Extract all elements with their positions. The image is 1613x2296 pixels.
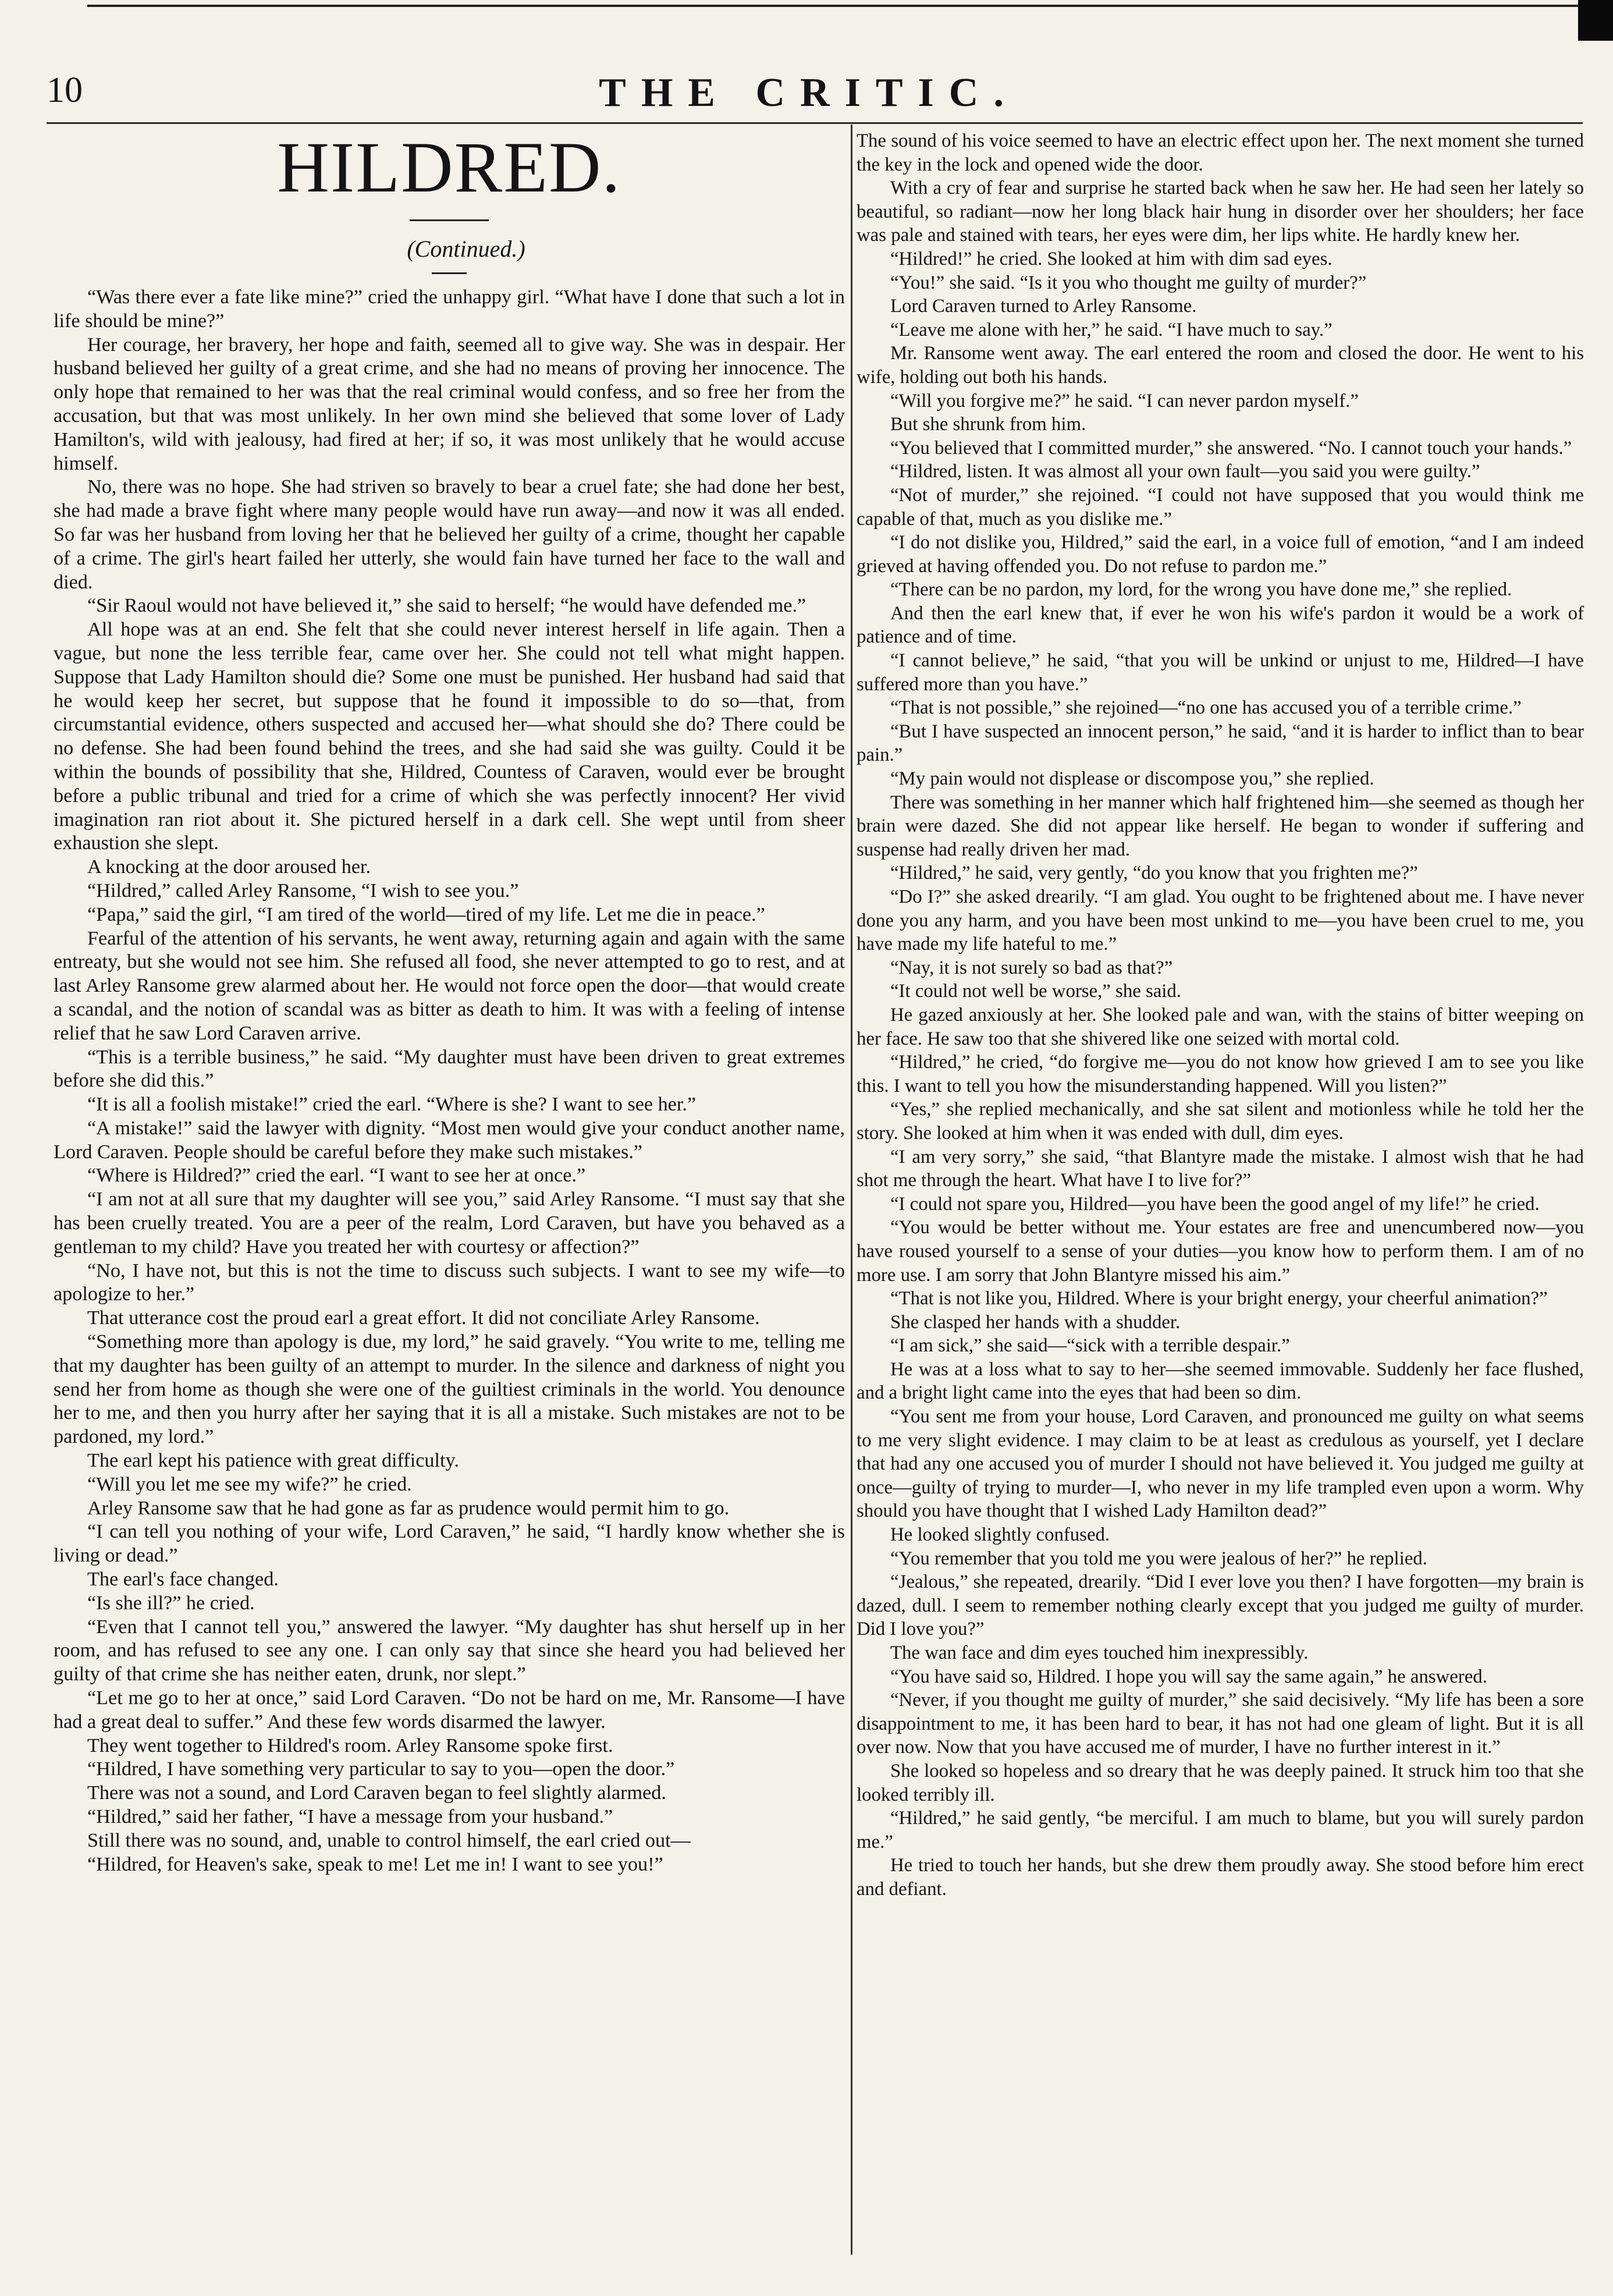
left-column	[54, 128, 845, 1876]
paragraph: “Nay, it is not surely so bad as that?”	[890, 957, 1173, 978]
paragraph: “Let me go to her at once,” said Lord Caraven. “Do not be hard on me, Mr. Ransome—I have had a great deal to suffer.” And these few words disarmed the lawyer.	[54, 1687, 845, 1733]
right-column-text	[857, 129, 1584, 1901]
paragraph: “My pain would not displease or discompose you,” she replied.	[890, 768, 1374, 790]
paragraph: “I can tell you nothing of your wife, Lord Caraven,” he said, “I hardly know whether she is living or dead.”	[54, 1521, 845, 1567]
paragraph: “Papa,” said the girl, “I am tired of the world—tired of my life. Let me die in peace.”	[87, 903, 765, 925]
paragraph: “Will you let me see my wife?” he cried.	[87, 1473, 412, 1495]
masthead-title: THE CRITIC.	[599, 70, 1019, 115]
paragraph: “Hildred,” he cried, “do forgive me—you do not know how grieved I am to see you like this. I want to tell you how the misunderstanding happened. Will you listen?”	[857, 1052, 1584, 1096]
paragraph: Mr. Ransome went away. The earl entered the room and closed the door. He went to his wife, holding out both his hands.	[857, 343, 1584, 388]
title-rule	[410, 219, 489, 221]
paragraph: “Never, if you thought me guilty of murder,” she said decisively. “My life has been a sore disappointment to me, it has been hard to bear, it has not had one gleam of light. But it is all over now. Now that you have accused me of murder, I have no further interest in it.”	[857, 1690, 1584, 1758]
paragraph: The earl's face changed.	[87, 1568, 279, 1591]
paragraph: “Do I?” she asked drearily. “I am glad. You ought to be frightened about me. I have never done you any harm, and you have been most unkind to me—you have been cruel to me, you have made my life hateful to me.”	[857, 886, 1584, 955]
paragraph: All hope was at an end. She felt that she could never interest herself in life again. Then a vague, but none the less terrible fear, came over her. She could not tell what might happen. Suppose that Lady Hamilton should die? Some one must be punished. Her husband had said that he would keep her secret, but suppose that he found it impossible to do so—that, from circumstantial evidence, others suspected and accused her—what should she do? There could be no defense. She had been found behind the trees, and she had said she was guilty. Could it be within the bounds of possibility that she, Hildred, Countess of Caraven, would ever be brought before a public tribunal and tried for a crime of which she was perfectly innocent? Her vivid imagination ran riot about it. She pictured herself in a dark cell. She wept until from sheer exhaustion she slept.	[54, 619, 845, 854]
paragraph: Still there was no sound, and, unable to control himself, the earl cried out—	[87, 1829, 691, 1851]
paragraph: But she shrunk from him.	[890, 414, 1086, 435]
paragraph: “Where is Hildred?” cried the earl. “I want to see her at once.”	[87, 1165, 586, 1187]
paragraph: “Not of murder,” she rejoined. “I could not have supposed that you would think me capable of that, much as you dislike me.”	[857, 484, 1584, 530]
paragraph: The earl kept his patience with great difficulty.	[87, 1450, 459, 1472]
paragraph: “It is all a foolish mistake!” cried the earl. “Where is she? I want to see her.”	[87, 1094, 697, 1116]
paragraph: “Hildred, for Heaven's sake, speak to me! Let me in! I want to see you!”	[87, 1853, 663, 1875]
paragraph: A knocking at the door aroused her.	[87, 856, 371, 878]
paragraph: He was at a loss what to say to her—she seemed immovable. Suddenly her face flushed, and a bright light came into the eyes that had been so dim.	[857, 1358, 1584, 1404]
paragraph: There was something in her manner which half frightened him—she seemed as though her brain were dazed. She did not appear like herself. He began to wonder if suffering and suspense had really driven her mad.	[857, 792, 1584, 860]
paragraph: “That is not possible,” she rejoined—“no one has accused you of a terrible crime.”	[890, 697, 1522, 719]
page-number: 10	[47, 70, 83, 110]
paragraph: Arley Ransome saw that he had gone as far as prudence would permit him to go.	[87, 1497, 730, 1519]
paragraph: Lord Caraven turned to Arley Ransome.	[890, 296, 1197, 317]
paragraph: “No, I have not, but this is not the time to discuss such subjects. I want to see my wife—to apologize to her.”	[54, 1259, 845, 1305]
paragraph: “I am very sorry,” she said, “that Blantyre made the mistake. I almost wish that he had shot me through the heart. What have I to live for?”	[857, 1146, 1584, 1191]
paragraph: “Sir Raoul would not have believed it,” she said to herself; “he would have defended me.”	[87, 595, 806, 617]
paragraph: “I am not at all sure that my daughter will see you,” said Arley Ransome. “I must say that she has been cruelly treated. You are a peer of the realm, Lord Caraven, but have you behaved as a gentleman to my child? Have you treated her with courtesy or affection?”	[54, 1188, 845, 1258]
paragraph: She looked so hopeless and so dreary that he was deeply pained. It struck him too that she looked terribly ill.	[857, 1760, 1584, 1805]
paragraph: “You sent me from your house, Lord Caraven, and pronounced me guilty on what seems to me very slight evidence. I may claim to be at least as credulous as yourself, yet I declare that had any one accused you of murder I should not have believed it. You judged me guilty at once—guilty of trying to murder—I, who never in my life trampled even upon a worm. Why should you have thought that I wished Lady Hamilton dead?”	[857, 1406, 1584, 1522]
page-header	[35, 70, 1583, 122]
left-column-text	[54, 286, 845, 1876]
paragraph: “That is not like you, Hildred. Where is your bright energy, your cheerful animation?”	[890, 1288, 1548, 1310]
paragraph: He tried to touch her hands, but she drew them proudly away. She stood before him erect and defiant.	[857, 1855, 1584, 1900]
paragraph: The wan face and dim eyes touched him inexpressibly.	[890, 1642, 1309, 1663]
scan-edge-mark	[1578, 0, 1613, 41]
paragraph: She clasped her hands with a shudder.	[890, 1311, 1181, 1333]
paragraph: He looked slightly confused.	[890, 1524, 1110, 1546]
paragraph: The sound of his voice seemed to have an electric effect upon her. The next moment she turned the key in the lock and opened wide the door.	[857, 130, 1584, 175]
paragraph: That utterance cost the proud earl a great effort. It did not conciliate Arley Ransome.	[87, 1307, 760, 1329]
right-column	[857, 129, 1584, 1901]
paragraph: There was not a sound, and Lord Caraven began to feel slightly alarmed.	[87, 1782, 666, 1804]
paragraph: “I could not spare you, Hildred—you have been the good angel of my life!” he cried.	[890, 1193, 1540, 1215]
paragraph: “You remember that you told me you were jealous of her?” he replied.	[890, 1548, 1427, 1569]
paragraph: He gazed anxiously at her. She looked pale and wan, with the stains of bitter weeping on her face. He saw too that she shivered like one seized with mortal cold.	[857, 1004, 1584, 1049]
paragraph: “Jealous,” she repeated, drearily. “Did I ever love you then? I have forgotten—my brain is dazed, dull. I seem to remember nothing clearly except that you judged me guilty of murder. Did I love you?”	[857, 1571, 1584, 1640]
paragraph: With a cry of fear and surprise he started back when he saw her. He had seen her lately so beautiful, so radiant—now her long black hair hung in disorder over her shoulders; her face was pale and stained with tears, her eyes were dim, her lips white. He hardly knew her.	[857, 178, 1584, 246]
paragraph: Fearful of the attention of his servants, he went away, returning again and again with the same entreaty, but she would not see him. She refused all food, she never attempted to go to rest, and at last Arley Ransome grew alarmed about her. He would not force open the door—that would create a scandal, and the notion of scandal was as bitter as death to him. It was with a feeling of intense relief that he saw Lord Caraven arrive.	[54, 927, 845, 1044]
paragraph: And then the earl knew that, if ever he won his wife's pardon it would be a work of patience and of time.	[857, 602, 1584, 648]
story-title: HILDRED.	[277, 127, 621, 207]
paragraph: “I do not dislike you, Hildred,” said the earl, in a voice full of emotion, “and I am indeed grieved at having offended you. Do not refuse to pardon me.”	[857, 532, 1584, 577]
paragraph: “Leave me alone with her,” he said. “I have much to say.”	[890, 319, 1333, 340]
paragraph: “You have said so, Hildred. I hope you will say the same again,” he answered.	[890, 1666, 1487, 1687]
paragraph: “Even that I cannot tell you,” answered the lawyer. “My daughter has shut herself up in her room, and has refused to see any one. I can only say that since she heard you had believed her guilty of that crime she has neither eaten, drunk, nor slept.”	[54, 1616, 845, 1685]
paragraph: “Hildred, listen. It was almost all your own fault—you said you were guilty.”	[890, 461, 1480, 482]
paragraph: “Hildred,” said her father, “I have a message from your husband.”	[87, 1806, 613, 1827]
paragraph: “Hildred,” he said, very gently, “do you know that you frighten me?”	[890, 863, 1418, 884]
paragraph: “Yes,” she replied mechanically, and she sat silent and motionless while he told her the story. She looked at him when it was ended with dull, dim eyes.	[857, 1099, 1584, 1144]
paragraph: “I am sick,” she said—“sick with a terrible despair.”	[890, 1335, 1290, 1357]
top-border-line	[87, 5, 1578, 7]
paragraph: “Is she ill?” he cried.	[87, 1592, 255, 1614]
paragraph: “Was there ever a fate like mine?” cried the unhappy girl. “What have I done that such a lot in life should be mine?”	[54, 286, 845, 332]
paragraph: “Hildred,” he said gently, “be merciful. I am much to blame, but you will surely pardon me.”	[857, 1808, 1584, 1853]
paragraph: No, there was no hope. She had striven so bravely to bear a cruel fate; she had done her best, she had made a brave fight where many people would have run away—and now it was all ended. So far was her husband from loving her that he believed her guilty of a crime, thought her capable of a crime. The girl's heart failed her utterly, she would fain have turned her face to the wall and died.	[54, 476, 845, 593]
continued-rule	[432, 272, 467, 274]
paragraph: “There can be no pardon, my lord, for the wrong you have done me,” she replied.	[890, 579, 1512, 601]
paragraph: “You!” she said. “Is it you who thought me guilty of murder?”	[890, 272, 1367, 293]
paragraph: “Hildred!” he cried. She looked at him with dim sad eyes.	[890, 248, 1333, 269]
paragraph: “Hildred, I have something very particular to say to you—open the door.”	[87, 1758, 675, 1780]
paragraph: “But I have suspected an innocent person,” he said, “and it is harder to inflict than to bear pain.”	[857, 721, 1584, 766]
paragraph: “I cannot believe,” he said, “that you will be unkind or unjust to me, Hildred—I have suffered more than you have.”	[857, 650, 1584, 695]
paragraph: “This is a terrible business,” he said. “My daughter must have been driven to great extremes before she did this.”	[54, 1046, 845, 1092]
paragraph: “It could not well be worse,” she said.	[890, 981, 1182, 1002]
continued-label: (Continued.)	[407, 236, 525, 262]
paragraph: “Will you forgive me?” he said. “I can never pardon myself.”	[890, 390, 1359, 411]
paragraph: “You believed that I committed murder,” she answered. “No. I cannot touch your hands.”	[890, 437, 1572, 459]
paragraph: They went together to Hildred's room. Arley Ransome spoke first.	[87, 1734, 613, 1756]
column-divider	[851, 125, 852, 2255]
paragraph: “A mistake!” said the lawyer with dignity. “Most men would give your conduct another name, Lord Caraven. People should be careful before they make such mistakes.”	[54, 1117, 845, 1163]
paragraph: “Hildred,” called Arley Ransome, “I wish to see you.”	[87, 879, 519, 902]
header-rule	[47, 122, 1583, 124]
paragraph: Her courage, her bravery, her hope and faith, seemed all to give way. She was in despair. Her husband believed her guilty of a great crime, and she had no means of proving her innocence. The only hope that remained to her was that the real criminal would confess, and so free her from the accusation, but that was most unlikely. In her own mind she believed that some lover of Lady Hamilton's, wild with jealousy, had fired at her; if so, it was most unlikely that he would accuse himself.	[54, 333, 845, 474]
paragraph: “Something more than apology is due, my lord,” he said gravely. “You write to me, telling me that my daughter has been guilty of an attempt to murder. In the silence and darkness of night you send her from home as though she were one of the guiltiest criminals in the world. You denounce her to me, and then you hurry after her saying that it is all a mistake. Such mistakes are not to be pardoned, my lord.”	[54, 1331, 845, 1448]
paragraph: “You would be better without me. Your estates are free and unencumbered now—you have roused yourself to a sense of your duties—you know how to perform them. I am of no more use. I am sorry that John Blantyre missed his aim.”	[857, 1217, 1584, 1286]
